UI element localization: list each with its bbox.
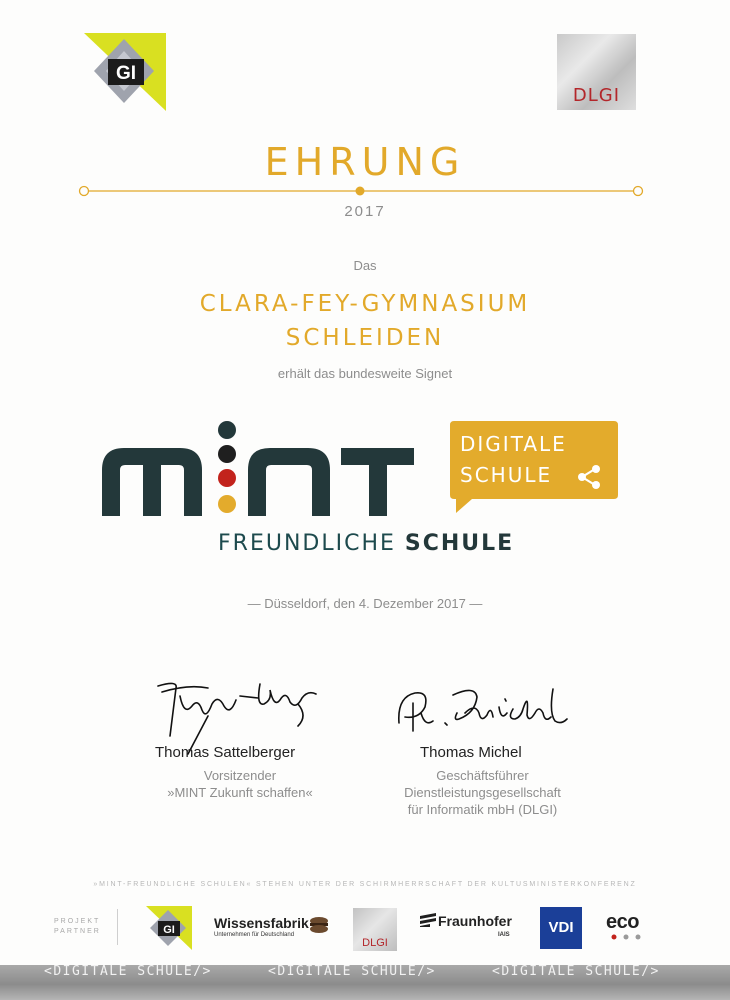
fraunhofer-subtitle: IAIS <box>498 932 510 938</box>
partner-gi-text: GI <box>163 924 175 936</box>
tagline-part1: FREUNDLICHE <box>218 531 396 556</box>
project-partner-label-line1: PROJEKT <box>54 918 101 925</box>
gi-logo <box>84 33 166 111</box>
signatory-name-1: Thomas Sattelberger <box>155 744 296 761</box>
partner-eco-logo: eco <box>606 911 639 933</box>
partner-divider <box>117 909 118 945</box>
signature-michel <box>395 683 570 741</box>
ribbon-text-1: <DIGITALE SCHULE/> <box>44 964 212 979</box>
macaron-icon <box>309 916 329 934</box>
intro-text: Das <box>353 258 377 273</box>
ribbon-text-2: <DIGITALE SCHULE/> <box>268 964 436 979</box>
partner-dlgi-text: DLGI <box>362 937 388 949</box>
partner-vdi-logo <box>540 907 582 949</box>
partner-wissensfabrik <box>214 915 309 938</box>
signatory-role-1-line1: Vorsitzender <box>203 768 277 783</box>
signatory-role-2-line1: Geschäftsführer <box>436 768 529 783</box>
place-date: — Düsseldorf, den 4. Dezember 2017 — <box>247 596 483 611</box>
patronage-note: »MINT-FREUNDLICHE SCHULEN« STEHEN UNTER DER SCHIRMHERRSCHAFT DER KULTUSMINISTERKONFERENZ <box>93 881 637 888</box>
project-partner-label <box>54 917 101 937</box>
title-divider <box>78 183 644 199</box>
badge-line2: SCHULE <box>460 463 553 487</box>
dlgi-logo-text: DLGI <box>572 85 621 106</box>
signatory-role-2-line3: für Informatik mbH (DLGI) <box>407 802 558 817</box>
signatory-role-2-line2: Dienstleistungsgesellschaft <box>404 785 561 800</box>
share-icon <box>576 463 602 491</box>
award-year: 2017 <box>344 203 386 220</box>
eco-dots <box>611 933 647 941</box>
fraunhofer-icon <box>420 913 436 927</box>
logo-tagline <box>218 531 514 556</box>
partner-fraunhofer: Fraunhofer <box>438 913 512 929</box>
wissensfabrik-subtitle: Unternehmen für Deutschland <box>214 932 295 938</box>
dlgi-logo <box>557 34 636 110</box>
wissensfabrik-name: Wissensfabrik <box>214 915 309 931</box>
partner-vdi-text: VDI <box>548 919 574 936</box>
ribbon-text-3: <DIGITALE SCHULE/> <box>492 964 660 979</box>
school-name-line1: CLARA-FEY-GYMNASIUM <box>199 291 531 317</box>
signet-text: erhält das bundesweite Signet <box>277 366 453 381</box>
signatory-role-1-line2: »MINT Zukunft schaffen« <box>167 785 313 800</box>
gi-logo-text: GI <box>115 63 137 84</box>
badge-line1: DIGITALE <box>460 432 567 456</box>
school-name-line2: SCHLEIDEN <box>285 325 445 351</box>
certificate-title: EHRUNG <box>264 140 466 184</box>
partner-gi-logo <box>146 906 192 950</box>
tagline-part2: SCHULE <box>404 531 515 556</box>
mint-logo <box>96 418 426 518</box>
partner-dlgi-logo <box>353 908 397 951</box>
project-partner-label-line2: PARTNER <box>54 928 101 935</box>
signatory-name-2: Thomas Michel <box>420 744 522 761</box>
